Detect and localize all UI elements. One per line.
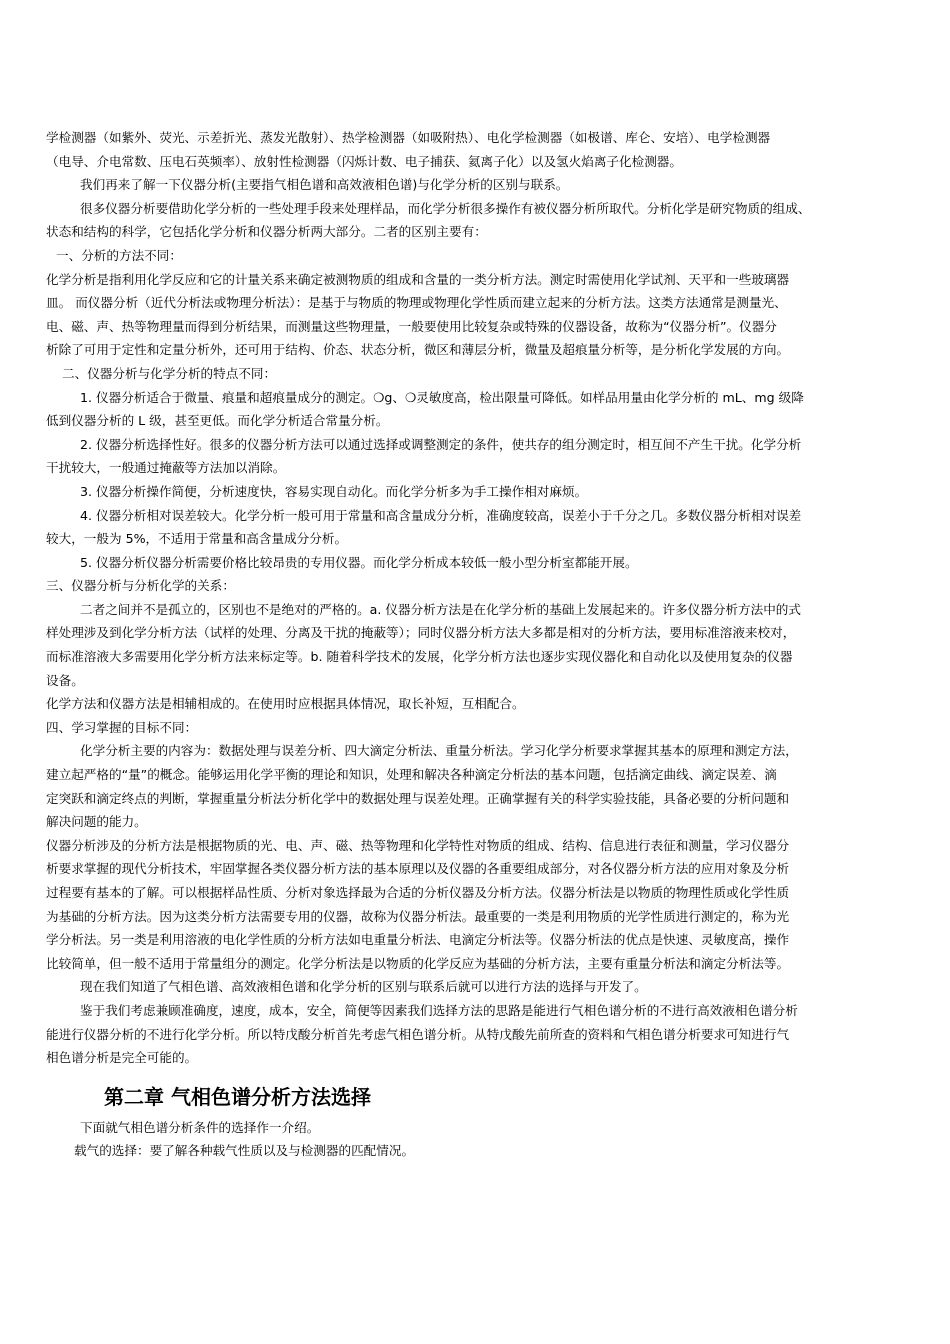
text-line: 仪器分析涉及的分析方法是根据物质的光、电、声、磁、热等物理和化学特性对物质的组成、结构、信息进行表征和测量，学习仪器分 [46, 837, 790, 853]
list-item-3: 3. 仪器分析操作简便，分析速度快，容易实现自动化。而化学分析多为手工操作相对麻烦。 [80, 483, 588, 499]
text-line: 建立起严格的“量”的概念。能够运用化学平衡的理论和知识，处理和解决各种滴定分析法的基本问题，包括滴定曲线、滴定误差、滴 [46, 767, 777, 783]
text-line: 2. 仪器分析选择性好。很多的仪器分析方法可以通过选择或调整测定的条件，使共存的组分测定时，相互间不产生干扰。化学分析 [80, 436, 802, 452]
carrier-gas-paragraph: 载气的选择：要了解各种载气性质以及与检测器的匹配情况。 [74, 1143, 415, 1159]
text-line: 析除了可用于定性和定量分析外，还可用于结构、价态、状态分析，微区和薄层分析，微量及超痕量分析等，是分析化学发展的方向。 [46, 342, 790, 358]
text-line: 化学分析是指利用化学反应和它的计量关系来确定被测物质的组成和含量的一类分析方法。测定时需使用化学试剂、天平和一些玻璃器 [46, 271, 790, 287]
text-line: 比较简单，但一般不适用于常量组分的测定。化学分析法是以物质的化学反应为基础的分析方法，主要有重量分析法和滴定分析法等。 [46, 955, 790, 971]
text-line: 学检测器（如紫外、荧光、示差折光、蒸发光散射）、热学检测器（如吸附热）、电化学检测器（如极谱、库仑、安培）、电学检测器 [46, 130, 771, 145]
text-line: 鉴于我们考虑兼顾准确度，速度，成本，安全，简便等因素我们选择方法的思路是能进行气相色谱分析的不进行高效液相色谱分析 [80, 1002, 798, 1018]
document-page [46, 126, 910, 1163]
text-line: 设备。 [46, 672, 84, 688]
method-choice-paragraph [46, 999, 910, 1070]
text-line: 化学分析主要的内容为：数据处理与误差分析、四大滴定分析法、重量分析法。学习化学分析要求掌握其基本的原理和测定方法， [80, 743, 798, 759]
intro-paragraph: 我们再来了解一下仪器分析(主要指气相色谱和高效液相色谱)与化学分析的区别与联系。 [80, 177, 569, 193]
chapter-intro-paragraph: 下面就气相色谱分析条件的选择作一介绍。 [80, 1119, 320, 1135]
detectors-paragraph [46, 126, 910, 173]
text-line: （电导、介电常数、压电石英频率）、放射性检测器（闪烁计数、电子捕获、氦离子化）以及氢火焰离子化检测器。 [46, 153, 682, 169]
text-line: 相色谱分析是完全可能的。 [46, 1050, 198, 1066]
list-item-2 [46, 433, 910, 480]
section-heading-4: 四、学习掌握的目标不同： [46, 719, 198, 735]
list-item-4 [46, 504, 910, 551]
relation-paragraph [46, 598, 910, 692]
instrument-analysis-paragraph [46, 834, 910, 976]
text-line: 低到仪器分析的 L 级，甚至更低。而化学分析适合常量分析。 [46, 413, 389, 429]
list-item-1 [46, 386, 910, 433]
text-line: 二者之间并不是孤立的，区别也不是绝对的严格的。a. 仪器分析方法是在化学分析的基础上发展起来的。许多仪器分析方法中的式 [80, 601, 801, 617]
text-line: 皿。 而仪器分析（近代分析法或物理分析法）：是基于与物质的物理或物理化学性质而建立起来的分析方法。这类方法通常是测量光、 [46, 295, 787, 311]
text-line: 过程要有基本的了解。可以根据样品性质、分析对象选择最为合适的分析仪器及分析方法。仪器分析法是以物质的物理性质或化学性质 [46, 885, 790, 900]
text-line: 4. 仪器分析相对误差较大。化学分析一般可用于常量和高含量成分分析，准确度较高，误差小于千分之几。多数仪器分析相对误差 [80, 507, 802, 523]
text-line: 定突跃和滴定终点的判断，掌握重量分析法分析化学中的数据处理与误差处理。正确掌握有关的科学实验技能，具备必要的分析问题和 [46, 790, 790, 806]
text-line: 较大，一般为 5%，不适用于常量和高含量成分分析。 [46, 531, 348, 547]
text-line: 电、磁、声、热等物理量而得到分析结果，而测量这些物理量，一般要使用比较复杂或特殊的仪器设备，故称为“仪器分析”。仪器分 [46, 318, 777, 334]
text-line: 样处理涉及到化学分析方法（试样的处理、分离及干扰的掩蔽等）；同时仪器分析方法大多都是相对的分析方法，要用标准溶液来校对， [46, 625, 796, 641]
text-line: 干扰较大，一般通过掩蔽等方法加以消除。 [46, 460, 286, 476]
chapter-title: 第二章 气相色谱分析方法选择 [104, 1084, 371, 1109]
text-line: 解决问题的能力。 [46, 814, 147, 830]
method-paragraph [46, 268, 910, 362]
complement-paragraph: 化学方法和仪器方法是相辅相成的。在使用时应根据具体情况，取长补短，互相配合。 [46, 696, 525, 712]
many-paragraph [46, 197, 910, 244]
section-heading-3: 三、仪器分析与分析化学的关系： [46, 578, 235, 594]
text-line: 而标准溶液大多需要用化学分析方法来标定等。b. 随着科学技术的发展，化学分析方法也逐步实现仪器化和自动化以及使用复杂的仪器 [46, 649, 793, 665]
chem-analysis-paragraph [46, 739, 910, 833]
list-item-5: 5. 仪器分析仪器分析需要价格比较昂贵的专用仪器。而化学分析成本较低一般小型分析室都能开展。 [80, 554, 638, 570]
text-line: 能进行仪器分析的不进行化学分析。所以特戊酸分析首先考虑气相色谱分析。从特戊酸先前所查的资料和气相色谱分析要求可知进行气 [46, 1026, 790, 1042]
section-heading-1: 一、分析的方法不同： [56, 247, 182, 263]
text-line: 析要求掌握的现代分析技术，牢固掌握各类仪器分析方法的基本原理以及仪器的各重要组成部分，对各仪器分析方法的应用对象及分析 [46, 861, 790, 877]
now-paragraph: 现在我们知道了气相色谱、高效液相色谱和化学分析的区别与联系后就可以进行方法的选择与开发了。 [80, 979, 647, 995]
text-line: 学分析法。另一类是利用溶液的电化学性质的分析方法如电重量分析法、电滴定分析法等。仪器分析法的优点是快速、灵敏度高，操作 [46, 932, 790, 948]
text-line: 1. 仪器分析适合于微量、痕量和超痕量成分的测定。❍g、❍灵敏度高，检出限量可降低。如样品用量由化学分析的 mL、mg 级降 [80, 389, 804, 405]
text-line: 为基础的分析方法。因为这类分析方法需要专用的仪器，故称为仪器分析法。最重要的一类是利用物质的光学性质进行测定的，称为光 [46, 908, 790, 924]
text-line: 状态和结构的科学，它包括化学分析和仪器分析两大部分。二者的区别主要有： [46, 224, 487, 240]
section-heading-2: 二、仪器分析与化学分析的特点不同： [62, 365, 277, 381]
text-line: 很多仪器分析要借助化学分析的一些处理手段来处理样品，而化学分析很多操作有被仪器分析所取代。分析化学是研究物质的组成、 [80, 200, 811, 216]
